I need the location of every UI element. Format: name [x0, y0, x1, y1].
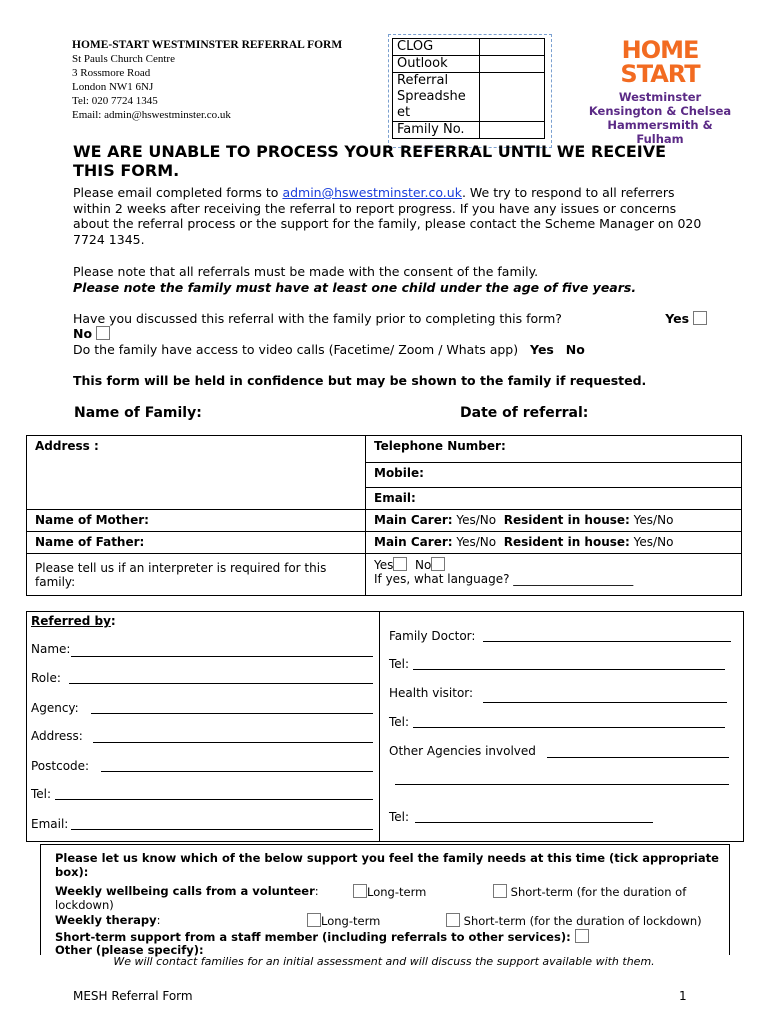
- language-question[interactable]: If yes, what language? ____________________: [374, 572, 634, 586]
- referred-by-text: Referred by: [31, 614, 111, 628]
- video-yes[interactable]: Yes: [530, 342, 554, 357]
- resident-label: Resident in house:: [503, 513, 630, 527]
- date-referral-label: Date of referral:: [460, 405, 589, 421]
- consent-note: Please note that all referrals must be made with the consent of the family.: [73, 264, 539, 279]
- resident-label: Resident in house:: [503, 535, 630, 549]
- main-carer-label: Main Carer:: [374, 513, 453, 527]
- mother-cell[interactable]: [27, 510, 366, 532]
- confidence-note: This form will be held in confidence but may be shown to the family if requested.: [73, 373, 647, 388]
- address-line: 3 Rossmore Road: [72, 67, 151, 79]
- interpreter-yes-checkbox[interactable]: [393, 557, 407, 571]
- father-label: Name of Father:: [35, 535, 145, 549]
- yes-no-option[interactable]: Yes/No: [456, 535, 497, 549]
- admin-table: [392, 38, 545, 139]
- visitor-tel-label: Tel:: [389, 715, 410, 729]
- home-start-logo: [585, 36, 735, 146]
- admin-cell[interactable]: [480, 56, 545, 73]
- wellbeing-label: [55, 884, 319, 898]
- wellbeing-text: Weekly wellbeing calls from a volunteer: [55, 884, 315, 898]
- doctor-tel-label: Tel:: [389, 657, 410, 671]
- email-cell[interactable]: [366, 488, 742, 510]
- referrer-email-label: Email:: [31, 817, 69, 831]
- address-label: Address :: [35, 439, 99, 453]
- support-box: [40, 844, 730, 955]
- wellbeing-short-checkbox[interactable]: [493, 884, 507, 898]
- discussed-no: [73, 326, 713, 342]
- yes-checkbox[interactable]: [693, 311, 707, 325]
- therapy-colon: :: [156, 913, 161, 927]
- admin-cell[interactable]: [480, 73, 545, 122]
- other-agencies-input[interactable]: [547, 757, 729, 758]
- referred-by-heading: [31, 614, 116, 628]
- referrer-postcode-input[interactable]: [101, 771, 373, 772]
- support-heading: Please let us know which of the below support you feel the family needs at this time (tick appropriate box):: [55, 851, 719, 879]
- interpreter-answer-cell: [366, 554, 742, 596]
- short-term-label: Short-term (for the duration of: [510, 885, 687, 899]
- email-post-text: . We try to respond to all referrers within 2 weeks after receiving the referral to report progress. If you have any issues or concerns about the referral process or the support for the family, please contact the Scheme Manager on 020 7724 1345.: [73, 185, 702, 247]
- headline: WE ARE UNABLE TO PROCESS YOUR REFERRAL UNTIL WE RECEIVE THIS FORM.: [73, 142, 667, 180]
- yes-no-option[interactable]: Yes/No: [456, 513, 497, 527]
- interpreter-question: Please tell us if an interpreter is required for this family:: [35, 561, 327, 589]
- visitor-tel-input[interactable]: [413, 727, 725, 728]
- interpreter-cell: [27, 554, 366, 596]
- yes-no-option[interactable]: Yes/No: [633, 535, 674, 549]
- interpreter-no-label: No: [415, 558, 432, 572]
- family-doctor-label: Family Doctor:: [389, 629, 476, 643]
- therapy-long-option: [307, 913, 380, 928]
- logo-start: START: [620, 60, 700, 88]
- therapy-short-option: [446, 913, 702, 928]
- discussed-text: Have you discussed this referral with the family prior to completing this form?: [73, 311, 562, 326]
- email-paragraph: [73, 185, 713, 247]
- therapy-label: [55, 913, 160, 927]
- admin-outlook: Outlook: [393, 56, 480, 73]
- wellbeing-long-option: [353, 884, 426, 899]
- referrer-tel-input[interactable]: [55, 799, 373, 800]
- referrer-role-input[interactable]: [69, 683, 373, 684]
- referrer-box: [26, 611, 744, 842]
- mother-label: Name of Mother:: [35, 513, 149, 527]
- email-pre-text: Please email completed forms to: [73, 185, 283, 200]
- interpreter-yes-label: Yes: [374, 558, 394, 572]
- yes-label: Yes: [665, 311, 690, 326]
- video-text: Do the family have access to video calls (Facetime/ Zoom / Whats app): [73, 342, 519, 357]
- agency-tel-label: Tel:: [389, 810, 410, 824]
- referrer-tel-label: Tel:: [31, 787, 52, 801]
- other-agencies-input-2[interactable]: [395, 784, 729, 785]
- mobile-label: Mobile:: [374, 466, 424, 480]
- video-question: [73, 342, 713, 358]
- address-line: Tel: 020 7724 1345: [72, 95, 158, 107]
- discussed-yes: [665, 311, 707, 327]
- email-link[interactable]: admin@hswestminster.co.uk: [282, 185, 462, 200]
- admin-family-no: Family No.: [393, 122, 480, 139]
- email-label: Email:: [374, 491, 416, 505]
- short-support-label: [55, 929, 589, 944]
- discussed-question: [73, 311, 713, 327]
- telephone-label: Telephone Number:: [374, 439, 506, 453]
- short-term-label: Short-term (for the duration of lockdown): [463, 914, 702, 928]
- father-carer-cell[interactable]: [366, 532, 742, 554]
- family-name-label: Name of Family:: [74, 405, 202, 421]
- logo-home: HOME: [621, 36, 699, 64]
- main-carer-label: Main Carer:: [374, 535, 453, 549]
- other-support-label: Other (please specify):: [55, 943, 204, 957]
- referrer-postcode-label: Postcode:: [31, 759, 90, 773]
- therapy-long-checkbox[interactable]: [307, 913, 321, 927]
- logo-area: Westminster: [618, 90, 702, 104]
- admin-cell[interactable]: [480, 39, 545, 56]
- no-label: No: [73, 326, 93, 341]
- address-line: Email: admin@hswestminster.co.uk: [72, 109, 231, 121]
- admin-clog: CLOG: [393, 39, 480, 56]
- therapy-short-checkbox[interactable]: [446, 913, 460, 927]
- family-doctor-input[interactable]: [483, 641, 731, 642]
- mobile-cell[interactable]: [366, 463, 742, 488]
- doctor-tel-input[interactable]: [413, 669, 725, 670]
- lockdown-cont: lockdown): [55, 898, 114, 912]
- logo-area: Kensington & Chelsea: [588, 104, 732, 118]
- age-note: Please note the family must have at least one child under the age of five years.: [73, 280, 637, 295]
- wellbeing-short-option: [493, 884, 686, 899]
- mother-carer-cell[interactable]: [366, 510, 742, 532]
- referrer-divider: [379, 612, 380, 841]
- address-line: London NW1 6NJ: [72, 81, 154, 93]
- admin-spreadsheet: Referral Spreadshe et: [393, 73, 480, 122]
- org-address-block: [72, 38, 342, 122]
- health-visitor-label: Health visitor:: [389, 686, 474, 700]
- contact-note: We will contact families for an initial assessment and will discuss the support available with them.: [113, 955, 655, 968]
- footer-form-name: MESH Referral Form: [73, 989, 193, 1003]
- referrer-address-input[interactable]: [93, 742, 373, 743]
- address-line: St Pauls Church Centre: [72, 53, 175, 65]
- admin-cell[interactable]: [480, 122, 545, 139]
- referrer-agency-input[interactable]: [91, 713, 373, 714]
- short-support-checkbox[interactable]: [575, 929, 589, 943]
- no-checkbox[interactable]: [96, 326, 110, 340]
- family-details-table: [26, 435, 742, 596]
- referrer-role-label: Role:: [31, 671, 61, 685]
- referrer-agency-label: Agency:: [31, 701, 79, 715]
- long-term-label: Long-term: [367, 885, 427, 899]
- long-term-label: Long-term: [321, 914, 381, 928]
- referrer-email-input[interactable]: [71, 829, 373, 830]
- page-number: 1: [679, 989, 687, 1003]
- wellbeing-colon: :: [314, 884, 319, 898]
- wellbeing-long-checkbox[interactable]: [353, 884, 367, 898]
- father-cell[interactable]: [27, 532, 366, 554]
- logo-area: Hammersmith & Fulham: [607, 118, 713, 146]
- short-support-text: Short-term support from a staff member (including referrals to other services):: [55, 930, 571, 944]
- referrer-address-label: Address:: [31, 729, 83, 743]
- referrer-name-label: Name:: [31, 642, 71, 656]
- org-title: HOME-START WESTMINSTER REFERRAL FORM: [72, 39, 343, 51]
- therapy-text: Weekly therapy: [55, 913, 157, 927]
- yes-no-option[interactable]: Yes/No: [633, 513, 674, 527]
- agency-tel-input[interactable]: [415, 822, 653, 823]
- health-visitor-input[interactable]: [483, 702, 727, 703]
- interpreter-no-checkbox[interactable]: [431, 557, 445, 571]
- telephone-cell[interactable]: [366, 436, 742, 463]
- referrer-name-input[interactable]: [71, 656, 373, 657]
- video-no[interactable]: No: [565, 342, 585, 357]
- address-cell[interactable]: [27, 436, 366, 510]
- referred-by-colon: :: [110, 614, 116, 628]
- other-agencies-label: Other Agencies involved: [389, 744, 536, 758]
